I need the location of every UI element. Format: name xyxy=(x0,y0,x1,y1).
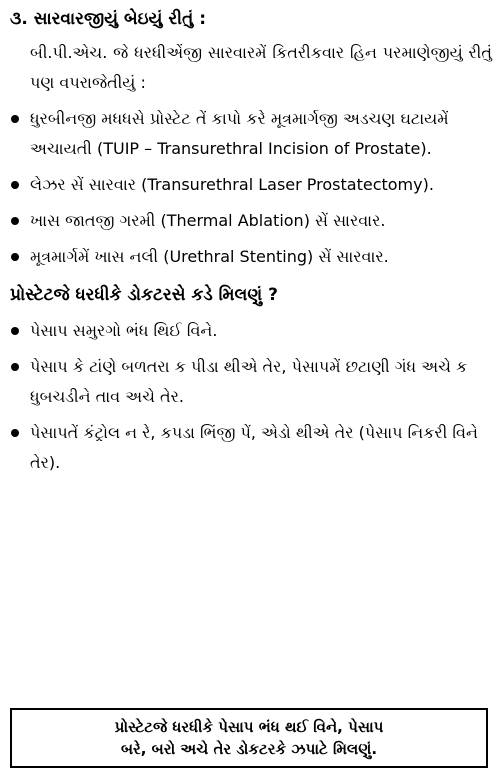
note-line-1: પ્રોસ્ટેટજે ધરધીકે પેસાપ ભંધ થઈ વિને, પેસાપ xyxy=(114,718,384,736)
list-item-text: પેસાપતેં કંટ્રોલ ન રે, કપડા ભિંજી પેં, એડો થીએ તેર (પેસાપ નિકરી વિને તેર). xyxy=(30,423,478,472)
list-item-text: પેસાપ સમુરગો ભંધ થિઈ વિને. xyxy=(30,321,218,340)
treatment-list xyxy=(0,104,500,278)
list-item-text: લેઝર સેં સારવાર (Transurethral Laser Prostatectomy). xyxy=(30,175,434,194)
list-item-text: મૂત્રમાર્ગમેં ખાસ નલી (Urethral Stenting) સેં સારવાર. xyxy=(30,247,389,266)
list-item xyxy=(0,104,492,164)
bullet-icon xyxy=(11,327,19,335)
symptom-list xyxy=(0,316,500,484)
list-item-text: ધુરબીનજી મધધસે પ્રોસ્ટેટ તેં કાપો કરે મૂત્રમાર્ગજી અડચણ ઘટાયમેં અચાયતી (TUIP – Transurethral Incision of Prostate). xyxy=(30,109,449,158)
list-item-text: પેસાપ કે ટાંણે બળતરા ક પીડા થીએ તેર, પેસાપમેં છટાણી ગંધ અચે ક ધુબચડીને તાવ અચે તેર. xyxy=(30,357,468,406)
list-item xyxy=(0,316,492,346)
bullet-icon xyxy=(11,115,19,123)
important-note-box xyxy=(10,708,488,768)
intro-paragraph: બી.પી.એચ. જે ધરધીએંજી સારવારમેં કિતરીકવાર હિન પરમાણેજીયું રીતું પણ વપરાજેતીયું : xyxy=(30,43,492,92)
note-line-2: બરે, બરો અચે તેર ડોકટરકે ઝપાટે મિલણું. xyxy=(120,740,378,758)
bullet-icon xyxy=(11,363,19,371)
bullet-icon xyxy=(11,429,19,437)
list-item xyxy=(0,242,492,272)
bullet-icon xyxy=(11,253,19,261)
list-item xyxy=(0,170,492,200)
list-item xyxy=(0,418,492,478)
section-heading-treatment-methods: ૩. સારવારજીયું બેઇયું રીતું : xyxy=(10,9,207,29)
list-item xyxy=(0,352,492,412)
bullet-icon xyxy=(11,181,19,189)
section-heading-when-to-see-doctor: પ્રોસ્ટેટજે ધરધીકે ડોકટરસે કડે મિલણું ? xyxy=(10,285,278,305)
list-item xyxy=(0,206,492,236)
list-item-text: ખાસ જાતજી ગરમી (Thermal Ablation) સેં સારવાર. xyxy=(30,211,386,230)
bullet-icon xyxy=(11,217,19,225)
